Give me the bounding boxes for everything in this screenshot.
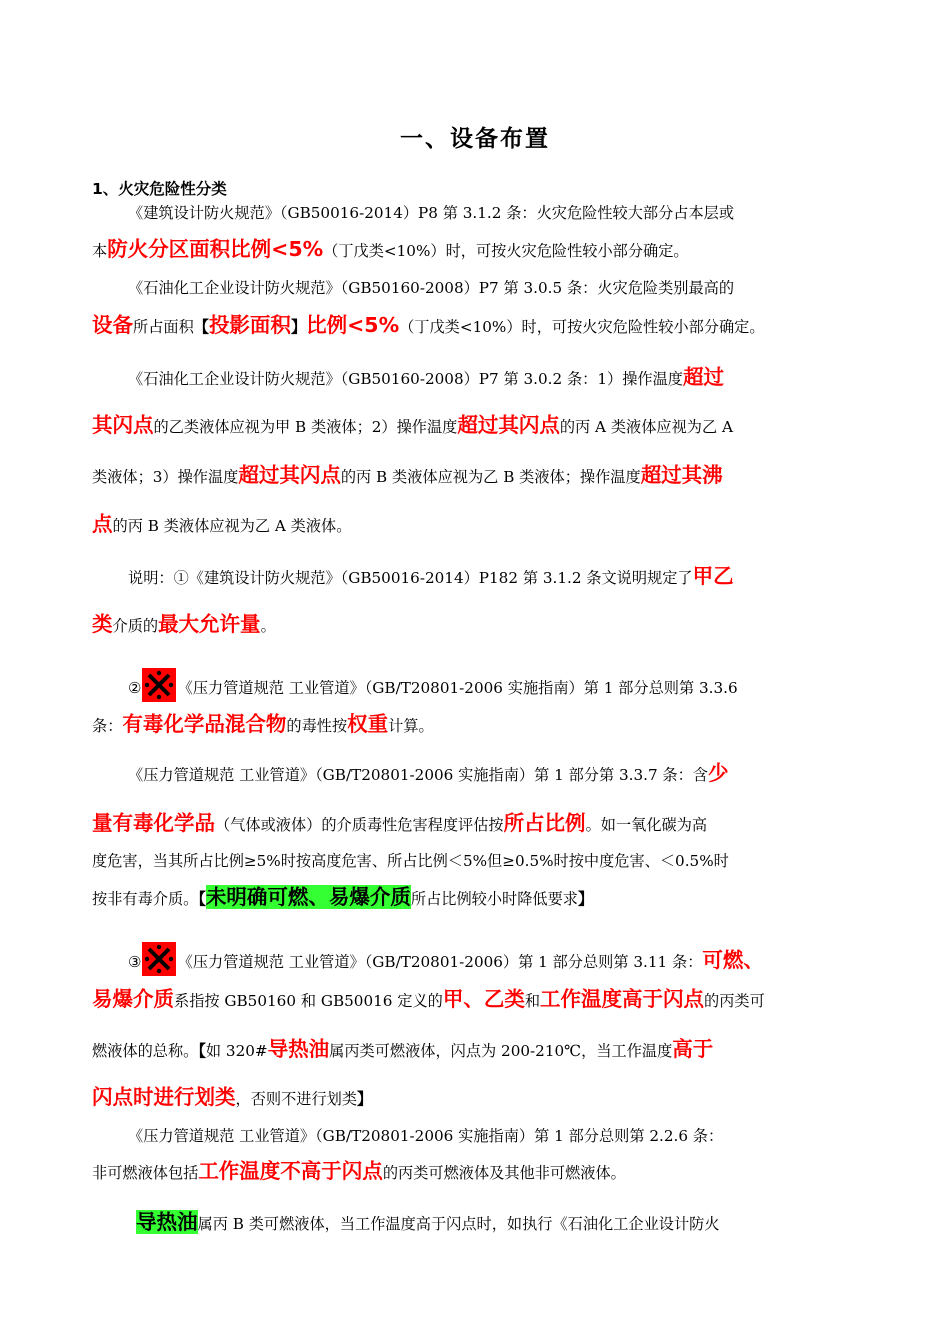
p3-line4: 点的丙 B 类液体应视为乙 A 类液体。 xyxy=(92,512,352,536)
red-emphasis: 防火分区面积比例<5% xyxy=(107,237,324,261)
p3-line3: 类液体；3）操作温度超过其闪点的丙 B 类液体应视为乙 B 类液体；操作温度超过其沸 xyxy=(92,463,723,487)
section-heading: 1、火灾危险性分类 xyxy=(92,180,227,198)
p5-line1: ② 《压力管道规范 工业管道》（GB/T20801-2006 实施指南）第 1 部分总则第 3.3.6 xyxy=(128,668,898,702)
p5-line2: 条：有毒化学品混合物的毒性按权重计算。 xyxy=(92,712,434,736)
p4-line1: 说明：①《建筑设计防火规范》（GB50016-2014）P182 第 3.1.2 条文说明规定了甲乙 xyxy=(128,564,734,588)
page-title: 一、设备布置 xyxy=(400,126,550,152)
p6-line4: 按非有毒介质。【未明确可燃、易爆介质所占比例较小时降低要求】 xyxy=(92,885,594,909)
p7-line1: ③ 《压力管道规范 工业管道》（GB/T20801-2006）第 1 部分总则第 3.11 条：可燃、 xyxy=(128,942,898,976)
p2-line1: 《石油化工企业设计防火规范》（GB50160-2008）P7 第 3.0.5 条：火灾危险类别最高的 xyxy=(128,279,735,297)
p6-line1: 《压力管道规范 工业管道》（GB/T20801-2006 实施指南）第 1 部分第 3.3.7 条：含少 xyxy=(128,761,729,785)
p7-line3: 燃液体的总称。【如 320#导热油属丙类可燃液体，闪点为 200-210℃，当工作温度高于 xyxy=(92,1037,714,1061)
p1-line1: 《建筑设计防火规范》（GB50016-2014）P8 第 3.1.2 条：火灾危险性较大部分占本层或 xyxy=(128,204,735,222)
green-highlight: 导热油 xyxy=(136,1210,198,1234)
warning-mark-icon xyxy=(142,942,176,976)
p8-line2: 非可燃液体包括工作温度不高于闪点的丙类可燃液体及其他非可燃液体。 xyxy=(92,1159,626,1183)
p7-line4: 闪点时进行划类，否则不进行划类】 xyxy=(92,1085,373,1109)
warning-mark-icon xyxy=(142,668,176,702)
green-highlight: 未明确可燃、易爆介质 xyxy=(205,885,411,909)
p6-line2: 量有毒化学品（气体或液体）的介质毒性危害程度评估按所占比例。如一氧化碳为高 xyxy=(92,811,708,835)
p3-line2: 其闪点的乙类液体应视为甲 B 类液体；2）操作温度超过其闪点的丙 A 类液体应视为乙 A xyxy=(92,413,733,437)
p6-line3: 度危害，当其所占比例≥5%时按高度危害、所占比例＜5%但≥0.5%时按中度危害、＜0.5%时 xyxy=(92,852,729,870)
p9-line1: 导热油属丙 B 类可燃液体，当工作温度高于闪点时，如执行《石油化工企业设计防火 xyxy=(136,1210,720,1234)
p7-line2: 易爆介质系指按 GB50160 和 GB50016 定义的甲、乙类和工作温度高于闪点的丙类可 xyxy=(92,987,765,1011)
p1-line2: 本防火分区面积比例<5%（丁戊类<10%）时，可按火灾危险性较小部分确定。 xyxy=(92,237,689,261)
p3-line1: 《石油化工企业设计防火规范》（GB50160-2008）P7 第 3.0.2 条：1）操作温度超过 xyxy=(128,365,724,389)
p8-line1: 《压力管道规范 工业管道》（GB/T20801-2006 实施指南）第 1 部分总则第 2.2.6 条： xyxy=(128,1127,724,1145)
p2-line2: 设备所占面积【投影面积】比例<5%（丁戊类<10%）时，可按火灾危险性较小部分确定。 xyxy=(92,313,765,337)
p4-line2: 类介质的最大允许量。 xyxy=(92,612,276,636)
